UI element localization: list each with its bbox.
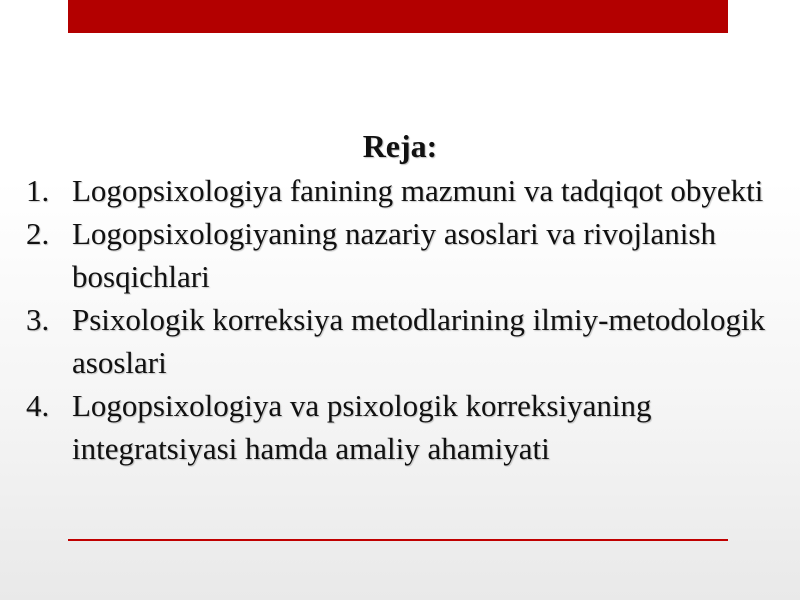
plan-item-number: 1.: [26, 173, 50, 208]
plan-item-number: 2.: [26, 216, 50, 251]
plan-item-text: Logopsixologiya va psixologik korreksiyaning integratsiyasi hamda amaliy ahamiyati: [72, 388, 652, 466]
plan-item-number: 4.: [26, 388, 50, 423]
plan-item-4: [26, 384, 766, 470]
plan-item-2: [26, 212, 766, 298]
plan-item-3: [26, 298, 766, 384]
bottom-divider-line: [68, 539, 728, 541]
plan-item-text: Logopsixologiya fanining mazmuni va tadqiqot obyekti: [72, 173, 764, 208]
plan-item-text: Logopsixologiyaning nazariy asoslari va rivojlanish bosqichlari: [72, 216, 716, 294]
plan-list: [26, 169, 766, 470]
plan-item-1: [26, 169, 766, 212]
top-accent-bar: [68, 0, 728, 33]
plan-item-number: 3.: [26, 302, 50, 337]
plan-item-text: Psixologik korreksiya metodlarining ilmiy-metodologik asoslari: [72, 302, 766, 380]
slide-title: Reja:: [362, 128, 438, 164]
